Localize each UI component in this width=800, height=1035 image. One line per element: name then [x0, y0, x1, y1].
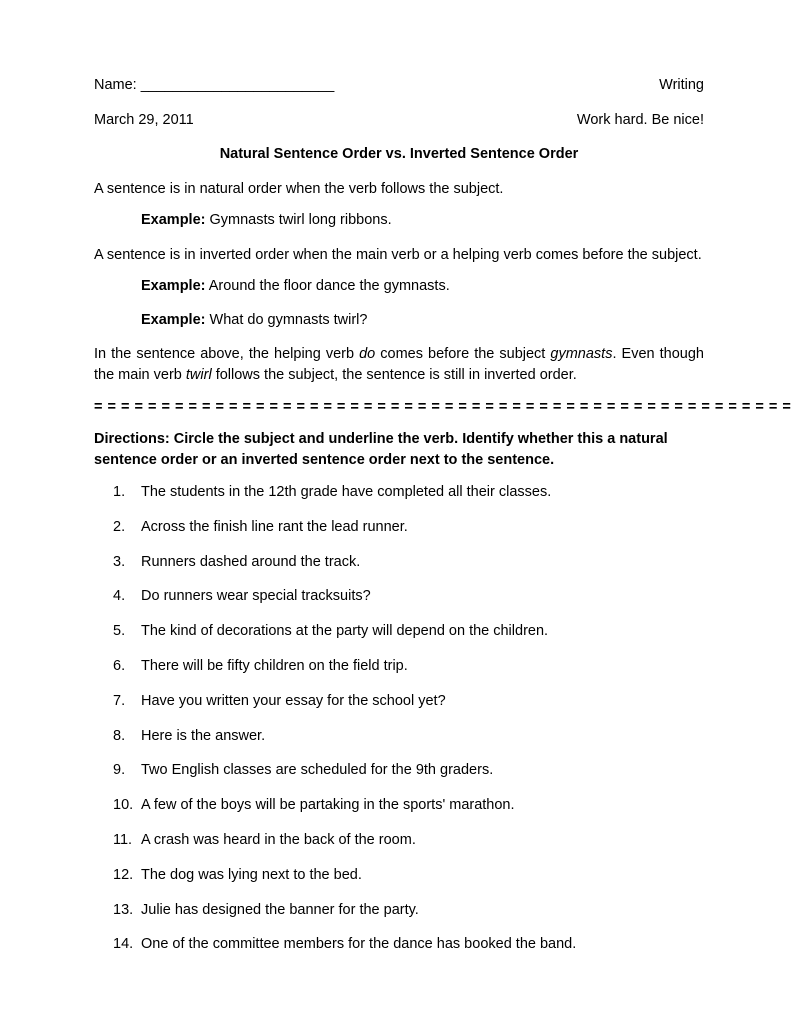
- item-sentence: Do runners wear special tracksuits?: [141, 588, 371, 605]
- item-number: 9.: [113, 762, 126, 779]
- example-1: [141, 212, 392, 228]
- name-field-label: Name: ________________________: [94, 77, 335, 93]
- item-number: 10.: [113, 797, 134, 814]
- natural-order-definition: A sentence is in natural order when the verb follows the subject.: [94, 181, 504, 197]
- item-number: 11.: [113, 831, 133, 848]
- item-number: 7.: [113, 692, 126, 709]
- item-number: 8.: [113, 727, 126, 744]
- item-sentence: The kind of decorations at the party will depend on the children.: [141, 623, 549, 640]
- list-item: [94, 762, 576, 797]
- list-item: [94, 867, 576, 902]
- list-item: [94, 902, 576, 937]
- list-item: [94, 658, 576, 693]
- list-item: [94, 588, 576, 623]
- example-1-label: Example:: [141, 212, 206, 228]
- header-row-2: [94, 112, 704, 128]
- explanation-text-2: comes before the subject: [375, 346, 551, 362]
- item-sentence: Here is the answer.: [141, 727, 266, 744]
- item-sentence: A few of the boys will be partaking in the sports' marathon.: [141, 797, 515, 814]
- list-item: [94, 484, 576, 519]
- explanation-do: do: [359, 346, 376, 362]
- example-3: [141, 312, 367, 328]
- explanation-text-4: follows the subject, the sentence is still in inverted order.: [211, 367, 577, 383]
- item-sentence: A crash was heard in the back of the room.: [141, 831, 416, 848]
- item-number: 2.: [113, 518, 126, 535]
- example-2-text: Around the floor dance the gymnasts.: [205, 278, 450, 294]
- item-sentence: Two English classes are scheduled for the 9th graders.: [141, 762, 494, 779]
- item-sentence: The students in the 12th grade have completed all their classes.: [141, 484, 552, 500]
- item-number: 1.: [113, 484, 126, 500]
- item-number: 12.: [113, 866, 134, 883]
- list-item: [94, 554, 576, 589]
- subject-label: Writing: [659, 77, 704, 93]
- example-1-text: Gymnasts twirl long ribbons.: [205, 212, 392, 228]
- list-item: [94, 728, 576, 763]
- list-item: [94, 623, 576, 658]
- explanation-text-3: . Even though the main verb: [94, 346, 704, 383]
- example-2: [141, 278, 450, 294]
- item-sentence: Runners dashed around the track.: [141, 553, 361, 570]
- inverted-order-definition: A sentence is in inverted order when the main verb or a helping verb comes before the subject.: [94, 247, 702, 263]
- item-number: 3.: [113, 553, 126, 570]
- date-label: March 29, 2011: [94, 112, 194, 128]
- item-number: 14.: [113, 936, 134, 953]
- list-item: [94, 936, 576, 971]
- list-item: [94, 693, 576, 728]
- section-divider: = = = = = = = = = = = = = = = = = = = = = = = = = = = = = = = = = = = = = = = = = = = = = = = = = = = =: [94, 399, 792, 415]
- item-sentence: Julie has designed the banner for the party.: [141, 901, 419, 918]
- example-3-text: What do gymnasts twirl?: [205, 312, 368, 328]
- list-item: [94, 519, 576, 554]
- explanation-paragraph: [94, 344, 704, 386]
- item-number: 6.: [113, 657, 126, 674]
- directions-text: Directions: Circle the subject and underline the verb. Identify whether this a natural sentence order or an inverted sentence order next to the sentence.: [94, 431, 668, 468]
- item-sentence: There will be fifty children on the field trip.: [141, 657, 408, 674]
- item-sentence: Have you written your essay for the school yet?: [141, 692, 446, 709]
- item-number: 4.: [113, 588, 126, 605]
- explanation-gymnasts: gymnasts: [550, 346, 613, 362]
- page-title: Natural Sentence Order vs. Inverted Sentence Order: [219, 146, 579, 162]
- example-2-label: Example:: [141, 278, 206, 294]
- item-sentence: The dog was lying next to the bed.: [141, 866, 362, 883]
- example-3-label: Example:: [141, 312, 206, 328]
- motto-label: Work hard. Be nice!: [576, 112, 704, 128]
- header-row-1: [94, 77, 704, 93]
- item-sentence: One of the committee members for the dance has booked the band.: [141, 936, 577, 953]
- explanation-twirl: twirl: [185, 367, 212, 383]
- item-sentence: Across the finish line rant the lead runner.: [141, 518, 408, 535]
- exercise-list: [94, 484, 576, 971]
- list-item: [94, 832, 576, 867]
- item-number: 5.: [113, 623, 126, 640]
- item-number: 13.: [113, 901, 134, 918]
- explanation-text-1: In the sentence above, the helping verb: [94, 346, 360, 362]
- list-item: [94, 797, 576, 832]
